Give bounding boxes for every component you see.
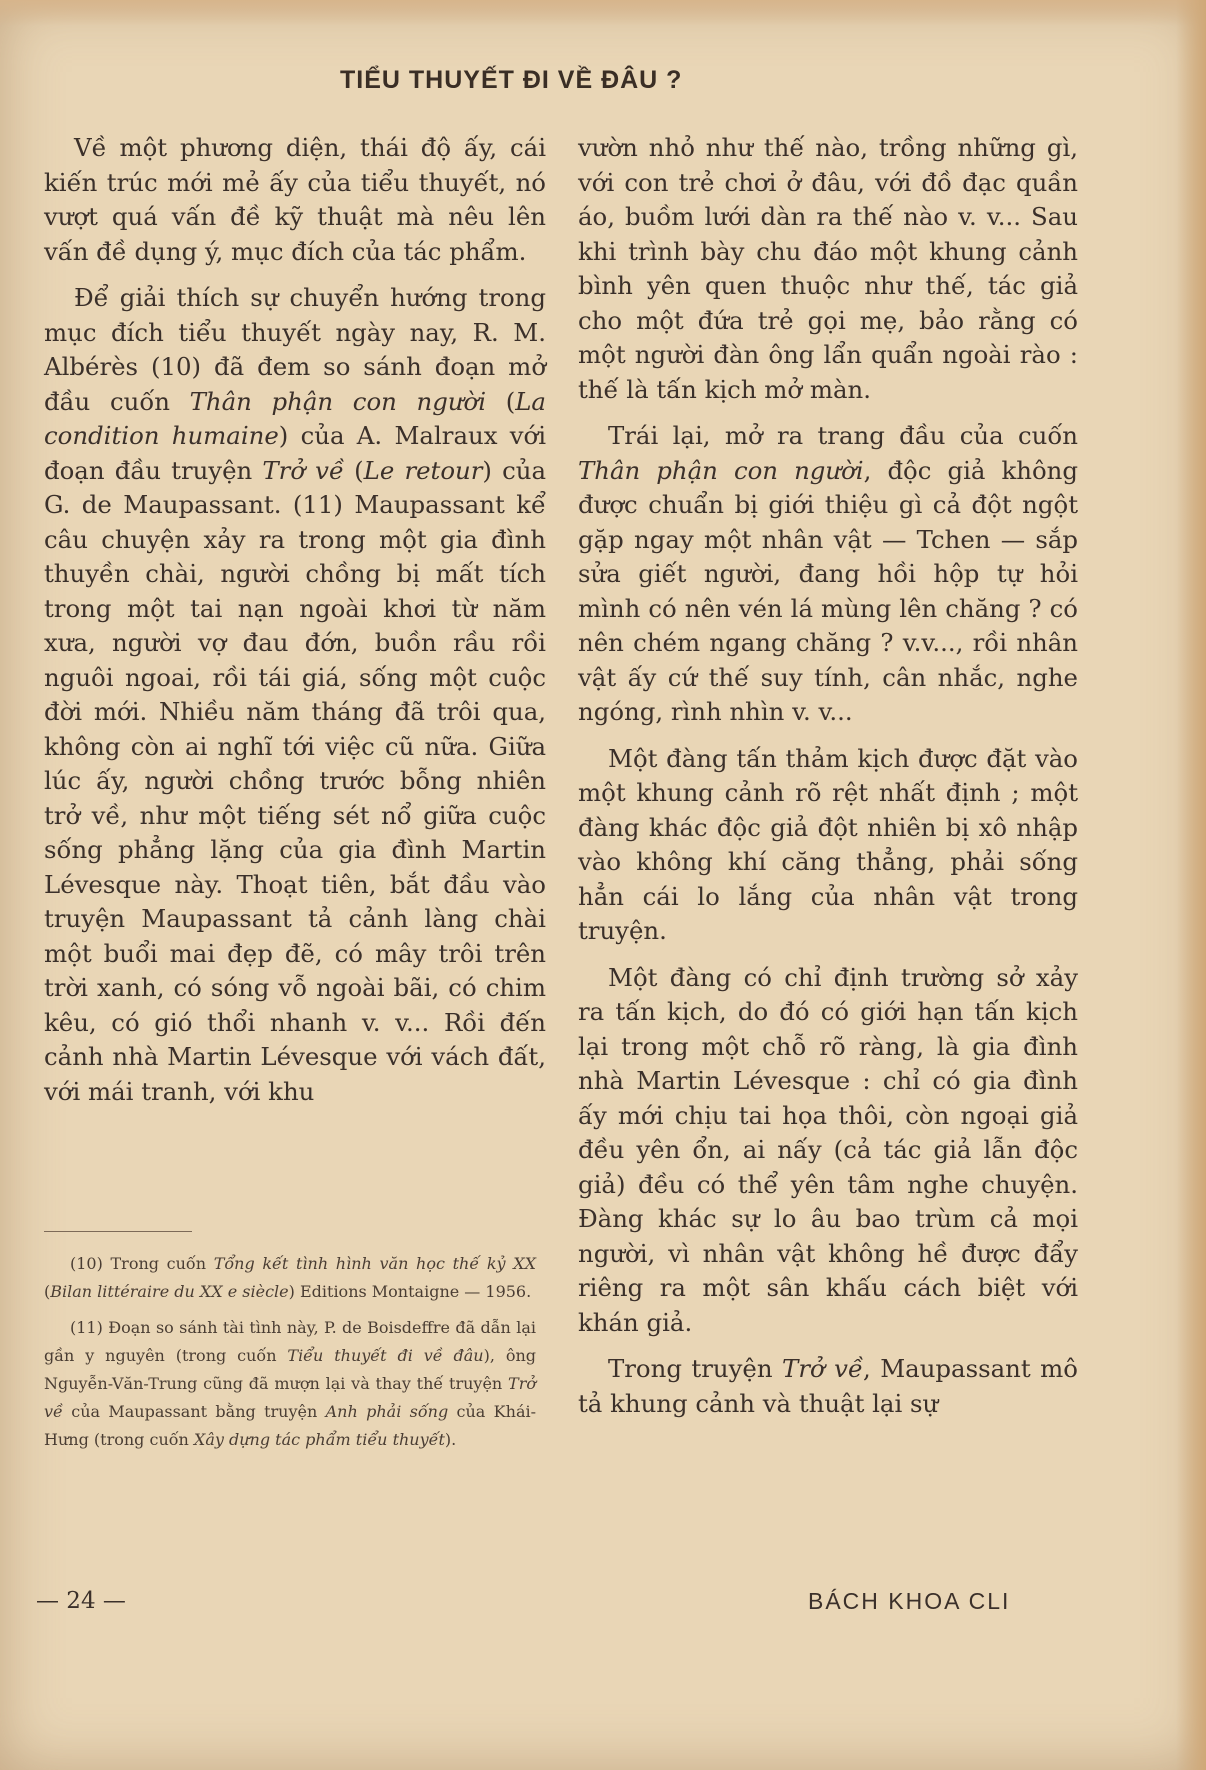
italic-title-text: Thân phận con người: [578, 455, 864, 485]
text-run: Trái lại, mở ra trang đầu của cuốn: [608, 421, 1078, 450]
paragraph: [44, 281, 546, 1109]
italic-title-text: Tiểu thuyết đi về đâu: [287, 1346, 484, 1365]
running-header: TIỂU THUYẾT ĐI VỀ ĐÂU ?: [340, 66, 683, 94]
text-run: (: [486, 386, 516, 416]
text-run: (: [44, 1282, 51, 1301]
footnote-rule: [44, 1231, 192, 1232]
paragraph: [578, 742, 1078, 949]
text-run: Một đàng tấn thảm kịch được đặt vào một khung cảnh rõ rệt nhất định ; một đàng khác độc giả đột nhiên bị xô nhập vào không khí căng thẳng, phải sống hẳn cái lo lắng của nhân vật trong truyện.: [578, 743, 1078, 945]
italic-title-text: Le retour: [363, 455, 483, 485]
text-run: ), ông Nguyễn-Văn-Trung cũng đã mượn lại và thay thế truyện: [44, 1346, 536, 1393]
text-run: Để giải thích sự chuyển hướng trong mục đích tiểu thuyết ngày nay, R. M. Albérès (10) đã đem so sánh đoạn mở đầu cuốn: [44, 283, 546, 416]
italic-title-text: Trở về: [782, 1354, 863, 1383]
text-run: ) của A. Malraux với đoạn đầu truyện: [44, 421, 546, 485]
text-run: ) Editions Montaigne — 1956.: [288, 1282, 532, 1301]
paper-stain-top: [0, 0, 1206, 26]
text-run: Một đàng có chỉ định trường sở xảy ra tấn kịch, do đó có giới hạn tấn kịch lại trong một chỗ rõ ràng, là gia đình nhà Martin Lévesque : chỉ có gia đình ấy mới chịu tai họa thôi, còn ngoại giả đều yên ổn, ai nấy (cả tác giả lẫn độc giả) đều có thể yên tâm nghe chuyện. Đàng khác sự lo âu bao trùm cả mọi người, vì nhân vật không hề được đẩy riêng ra một sân khấu cách biệt với khán giả.: [578, 962, 1078, 1337]
text-run: (: [343, 455, 364, 485]
italic-title-text: Trở về: [44, 1374, 536, 1421]
text-run: của Maupassant bằng truyện: [62, 1402, 326, 1421]
text-run: (11) Đoạn so sánh tài tình này, P. de Boisdeffre đã dẫn lại gần y nguyên (trong cuốn: [44, 1318, 536, 1365]
text-run: ).: [444, 1430, 457, 1449]
italic-title-text: Tổng kết tình hình văn học thế kỷ XX: [213, 1254, 536, 1273]
paragraph: [44, 131, 546, 269]
italic-title-text: Trở về: [262, 455, 344, 485]
italic-title-text: Thân phận con người: [189, 386, 487, 416]
text-run: Trong truyện: [608, 1354, 783, 1383]
text-run: ) của G. de Maupassant. (11) Maupassant kể câu chuyện xảy ra trong một gia đình thuyền chài, người chồng bị mất tích trong một tai nạn ngoài khơi từ năm xưa, người vợ đau đớn, buồn rầu rồi nguôi ngoai, rồi tái giá, sống một cuộc đời mới. Nhiều năm tháng đã trôi qua, không còn ai nghĩ tới việc cũ nữa. Giữa lúc ấy, người chồng trước bỗng nhiên trở về, như một tiếng sét nổ giữa cuộc sống phẳng lặng của gia đình Martin Lévesque này. Thoạt tiên, bắt đầu vào truyện Maupassant tả cảnh làng chài một buổi mai đẹp đẽ, có mây trôi trên trời xanh, có sóng vỗ ngoài bãi, có chim kêu, có gió thổi nhanh v. v... Rồi đến cảnh nhà Martin Lévesque với vách đất, với mái tranh, với khu: [44, 455, 546, 1106]
paragraph: [578, 1352, 1078, 1421]
magazine-title: BÁCH KHOA CLI: [808, 1588, 1011, 1614]
text-run: , Maupassant mô tả khung cảnh và thuật lại sự: [578, 1354, 1078, 1418]
text-run: (10) Trong cuốn: [70, 1254, 214, 1273]
paragraph: [578, 961, 1078, 1341]
italic-title-text: Xây dựng tác phẩm tiểu thuyết: [193, 1430, 445, 1449]
text-run: Về một phương diện, thái độ ấy, cái kiến trúc mới mẻ ấy của tiểu thuyết, nó vượt quá vấn đề kỹ thuật mà nêu lên vấn đề dụng ý, mục đích của tác phẩm.: [44, 133, 546, 266]
footnote: [44, 1314, 536, 1454]
footnote: [44, 1250, 536, 1306]
paragraph: [578, 419, 1078, 730]
text-run: vườn nhỏ như thế nào, trồng những gì, với con trẻ chơi ở đâu, với đồ đạc quần áo, buồm lưới dàn ra thế nào v. v... Sau khi trình bày chu đáo một khung cảnh bình yên quen thuộc như thế, tác giả cho một đứa trẻ gọi mẹ, bảo rằng có một người đàn ông lẩn quẩn ngoài rào : thế là tấn kịch mở màn.: [578, 133, 1078, 404]
right-column: [578, 131, 1078, 1433]
paper-stain-right: [1176, 0, 1206, 1770]
text-run: của Khái-Hưng (trong cuốn: [44, 1402, 536, 1449]
left-column: [44, 131, 546, 1121]
paragraph: [578, 131, 1078, 407]
text-run: , độc giả không được chuẩn bị giới thiệu gì cả đột ngột gặp ngay một nhân vật — Tchen — sắp sửa giết người, đang hồi hộp tự hỏi mình có nên vén lá mùng lên chăng ? có nên chém ngang chăng ? v.v..., rồi nhân vật ấy cứ thế suy tính, cân nhắc, nghe ngóng, rình nhìn v. v...: [578, 455, 1078, 726]
page-number: — 24 —: [36, 1588, 126, 1614]
italic-title-text: Bilan littéraire du XX e siècle: [50, 1282, 289, 1301]
italic-title-text: Anh phải sống: [325, 1402, 449, 1421]
italic-title-text: La condition humaine: [44, 386, 546, 450]
footnotes: [44, 1250, 536, 1462]
